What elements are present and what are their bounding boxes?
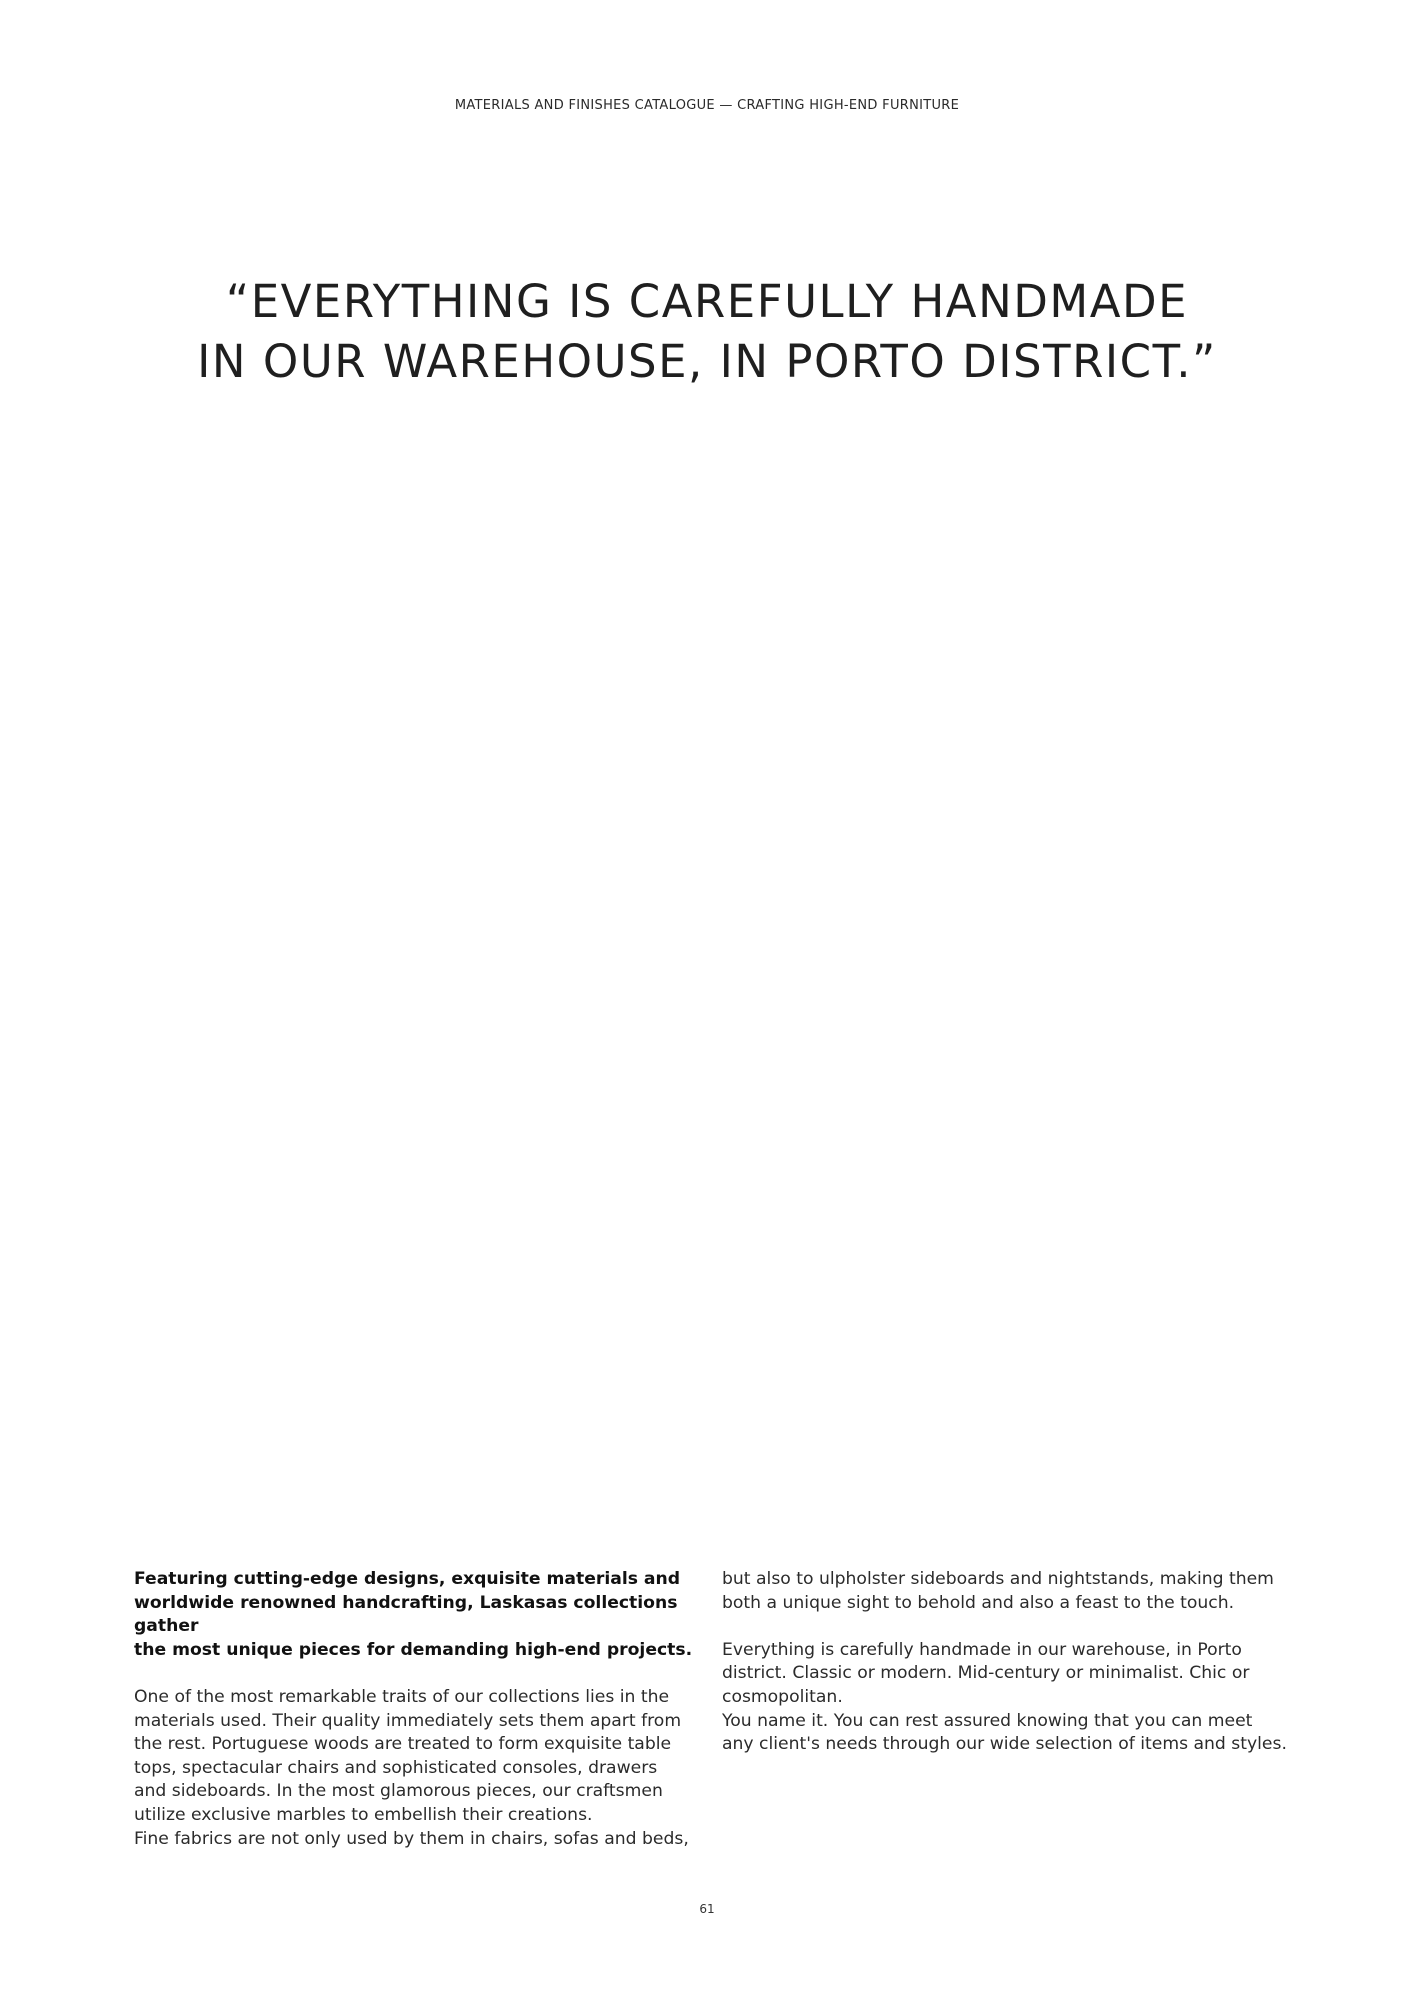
text-line: Fine fabrics are not only used by them in chairs, sofas and beds, <box>134 1828 689 1849</box>
fabrics-paragraph <box>722 1568 1302 1615</box>
page-number: 61 <box>699 1902 715 1916</box>
pull-quote-line-1: “EVERYTHING IS CAREFULLY HANDMADE <box>225 275 1189 328</box>
text-line: both a unique sight to behold and also a feast to the touch. <box>722 1592 1235 1613</box>
text-line: tops, spectacular chairs and sophisticated consoles, drawers <box>134 1757 658 1778</box>
pull-quote <box>0 272 1414 392</box>
text-line: You name it. You can rest assured knowing that you can meet <box>722 1710 1253 1731</box>
lead-line: worldwide renowned handcrafting, Laskasas collections gather <box>134 1592 678 1637</box>
paragraph-spacer <box>134 1662 714 1686</box>
handmade-paragraph <box>722 1639 1302 1757</box>
paragraph-spacer <box>722 1615 1302 1639</box>
text-line: the rest. Portuguese woods are treated to form exquisite table <box>134 1734 672 1755</box>
lead-line: Featuring cutting-edge designs, exquisite materials and <box>134 1569 681 1589</box>
body-column-right <box>722 1568 1302 1757</box>
text-line: district. Classic or modern. Mid-century or minimalist. Chic or <box>722 1663 1250 1684</box>
text-line: and sideboards. In the most glamorous pieces, our craftsmen <box>134 1781 663 1802</box>
body-column-left <box>134 1568 714 1851</box>
lead-paragraph <box>134 1568 714 1662</box>
pull-quote-line-2: IN OUR WAREHOUSE, IN PORTO DISTRICT.” <box>197 335 1217 388</box>
text-line: but also to ulpholster sideboards and nightstands, making them <box>722 1569 1274 1589</box>
lead-line: the most unique pieces for demanding high-end projects. <box>134 1639 693 1660</box>
materials-paragraph <box>134 1686 714 1851</box>
text-line: Everything is carefully handmade in our warehouse, in Porto <box>722 1639 1242 1660</box>
text-line: materials used. Their quality immediately sets them apart from <box>134 1710 682 1731</box>
running-header: MATERIALS AND FINISHES CATALOGUE — CRAFTING HIGH-END FURNITURE <box>454 98 960 113</box>
text-line: any client's needs through our wide selection of items and styles. <box>722 1734 1287 1755</box>
text-line: One of the most remarkable traits of our collections lies in the <box>134 1686 670 1707</box>
text-line: cosmopolitan. <box>722 1686 843 1707</box>
text-line: utilize exclusive marbles to embellish their creations. <box>134 1804 593 1825</box>
